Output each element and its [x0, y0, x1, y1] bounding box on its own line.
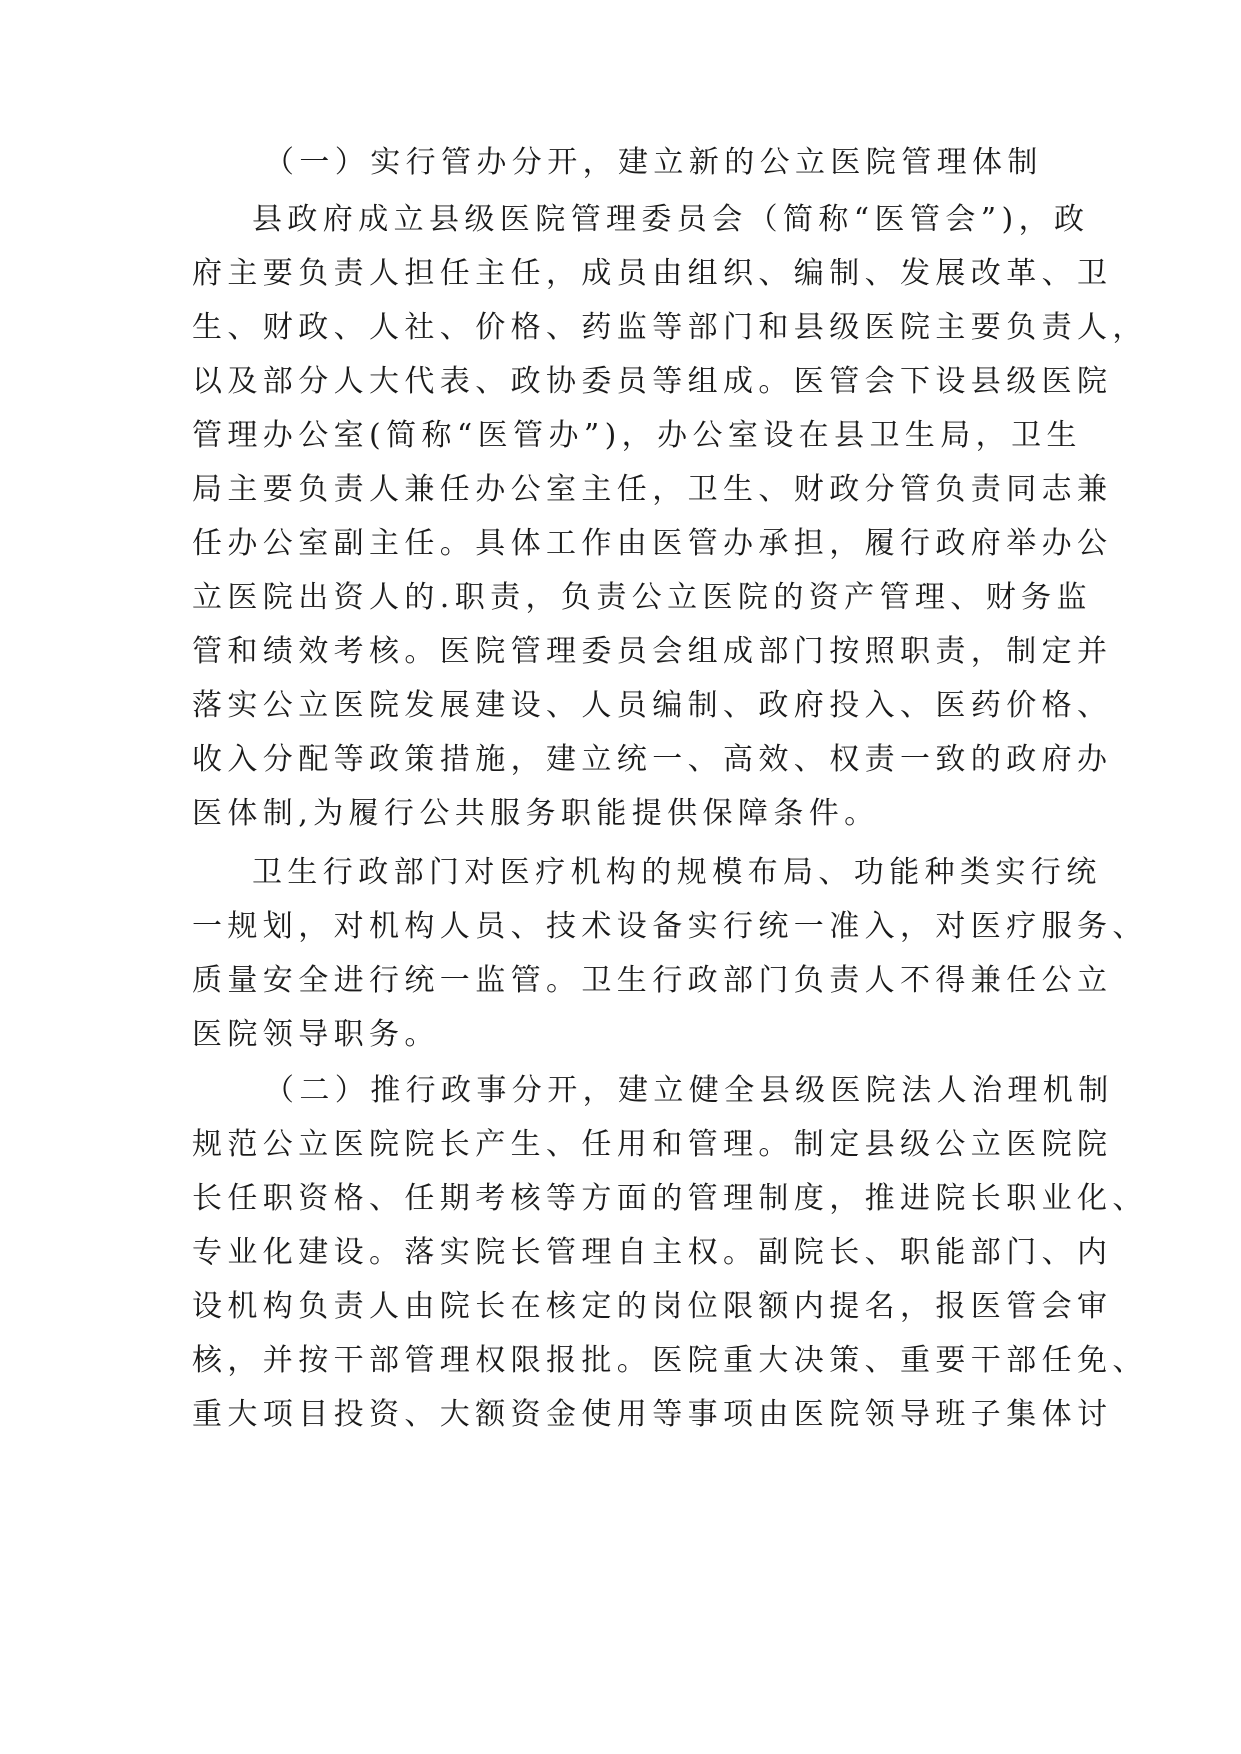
paragraph-3-line-2: 长任职资格、任期考核等方面的管理制度，推进院长职业化、 [192, 1181, 1148, 1216]
paragraph-1-line-7: 任办公室副主任。具体工作由医管办承担，履行政府举办公 [192, 526, 1113, 561]
section-heading-2: （二）推行政事分开，建立健全县级医院法人治理机制 [264, 1073, 1114, 1108]
paragraph-2-line-2: 一规划，对机构人员、技术设备实行统一准入，对医疗服务、 [192, 909, 1148, 944]
paragraph-3-line-5: 核，并按干部管理权限报批。医院重大决策、重要干部任免、 [192, 1343, 1148, 1378]
paragraph-3-line-1: 规范公立医院院长产生、任用和管理。制定县级公立医院院 [192, 1127, 1113, 1162]
paragraph-1-line-10: 落实公立医院发展建设、人员编制、政府投入、医药价格、 [192, 688, 1113, 723]
paragraph-1-line-12: 医体制,为履行公共服务职能提供保障条件。 [192, 796, 880, 831]
paragraph-3-line-4: 设机构负责人由院长在核定的岗位限额内提名，报医管会审 [192, 1289, 1113, 1324]
paragraph-1-line-3: 生、财政、人社、价格、药监等部门和县级医院主要负责人， [192, 310, 1148, 345]
paragraph-1-line-11: 收入分配等政策措施，建立统一、高效、权责一致的政府办 [192, 742, 1113, 777]
paragraph-1-line-9: 管和绩效考核。医院管理委员会组成部门按照职责，制定并 [192, 634, 1113, 669]
paragraph-2-line-1: 卫生行政部门对医疗机构的规模布局、功能种类实行统 [252, 855, 1102, 890]
paragraph-3-line-6: 重大项目投资、大额资金使用等事项由医院领导班子集体讨 [192, 1397, 1113, 1432]
paragraph-1-line-4: 以及部分人大代表、政协委员等组成。医管会下设县级医院 [192, 364, 1113, 399]
section-heading-1: （一）实行管办分开，建立新的公立医院管理体制 [264, 145, 1043, 180]
paragraph-2-line-4: 医院领导职务。 [192, 1017, 440, 1052]
paragraph-1-line-8: 立医院出资人的.职责，负责公立医院的资产管理、财务监 [192, 580, 1092, 615]
paragraph-2-line-3: 质量安全进行统一监管。卫生行政部门负责人不得兼任公立 [192, 963, 1113, 998]
paragraph-1-line-2: 府主要负责人担任主任，成员由组织、编制、发展改革、卫 [192, 256, 1113, 291]
paragraph-1-line-1: 县政府成立县级医院管理委员会（简称“医管会”)，政 [252, 202, 1090, 237]
paragraph-1-line-6: 局主要负责人兼任办公室主任，卫生、财政分管负责同志兼 [192, 472, 1113, 507]
paragraph-1-line-5: 管理办公室(简称“医管办”)，办公室设在县卫生局，卫生 [192, 418, 1082, 453]
paragraph-3-line-3: 专业化建设。落实院长管理自主权。副院长、职能部门、内 [192, 1235, 1113, 1270]
